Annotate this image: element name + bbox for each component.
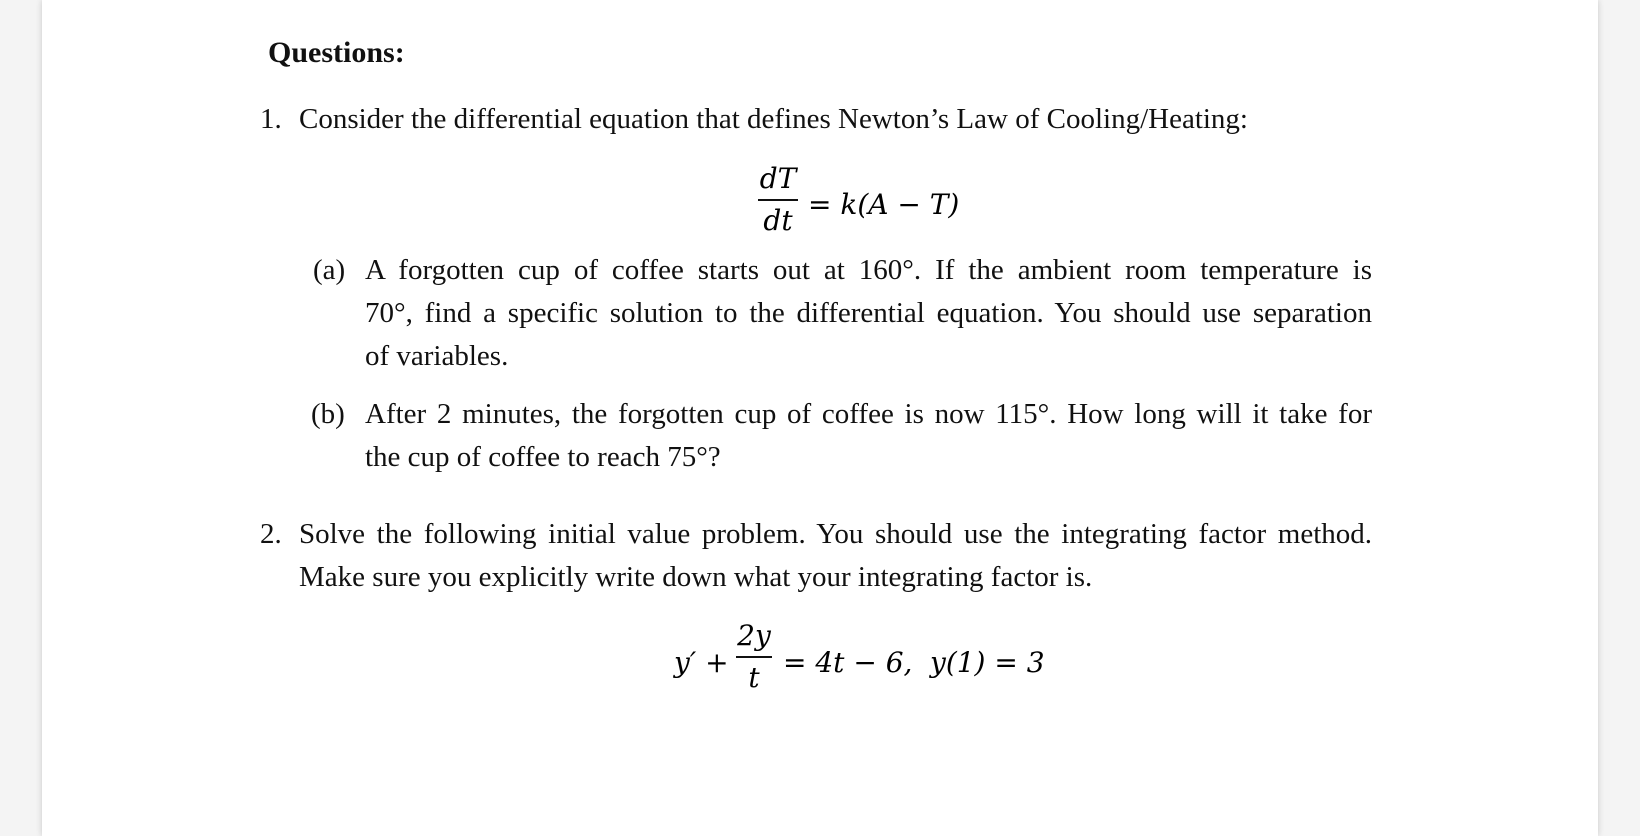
equation-2-numerator: 2y: [737, 619, 771, 652]
equation-2-denominator: t: [748, 660, 760, 694]
question-1a-label: (a): [313, 254, 346, 286]
question-1b-line-1: After 2 minutes, the forgotten cup of coffee is now 115°. How long will it take for: [365, 398, 1372, 430]
equation-2-fraction: [736, 619, 772, 695]
equation-1-rhs: = k(A − T): [808, 188, 960, 221]
equation-1-denominator: dt: [763, 203, 793, 237]
equation-2-condition: y(1) = 3: [930, 646, 1045, 679]
question-1-number: 1.: [260, 103, 282, 135]
equation-1-fraction: [758, 162, 798, 238]
question-1a-line-3: of variables.: [365, 340, 509, 372]
equation-1-numerator: dT: [759, 162, 797, 195]
question-2-line-1: Solve the following initial value problem. You should use the integrating factor method.: [299, 518, 1372, 550]
question-1a-line-2: 70°, find a specific solution to the differential equation. You should use separation: [365, 297, 1372, 329]
section-heading: Questions:: [268, 36, 405, 69]
question-1b-label: (b): [311, 398, 345, 430]
question-1-intro: Consider the differential equation that defines Newton’s Law of Cooling/Heating:: [299, 103, 1248, 135]
question-2-number: 2.: [260, 518, 282, 550]
equation-2-lhs: y′ +: [674, 646, 729, 679]
fraction-bar: [758, 199, 798, 201]
document-page: [42, 0, 1598, 836]
question-1a-line-1: A forgotten cup of coffee starts out at 160°. If the ambient room temperature is: [365, 254, 1372, 286]
question-2-line-2: Make sure you explicitly write down what your integrating factor is.: [299, 561, 1093, 593]
equation-2-rhs: = 4t − 6,: [783, 646, 913, 679]
question-1b-line-2: the cup of coffee to reach 75°?: [365, 441, 721, 473]
fraction-bar: [736, 656, 772, 658]
